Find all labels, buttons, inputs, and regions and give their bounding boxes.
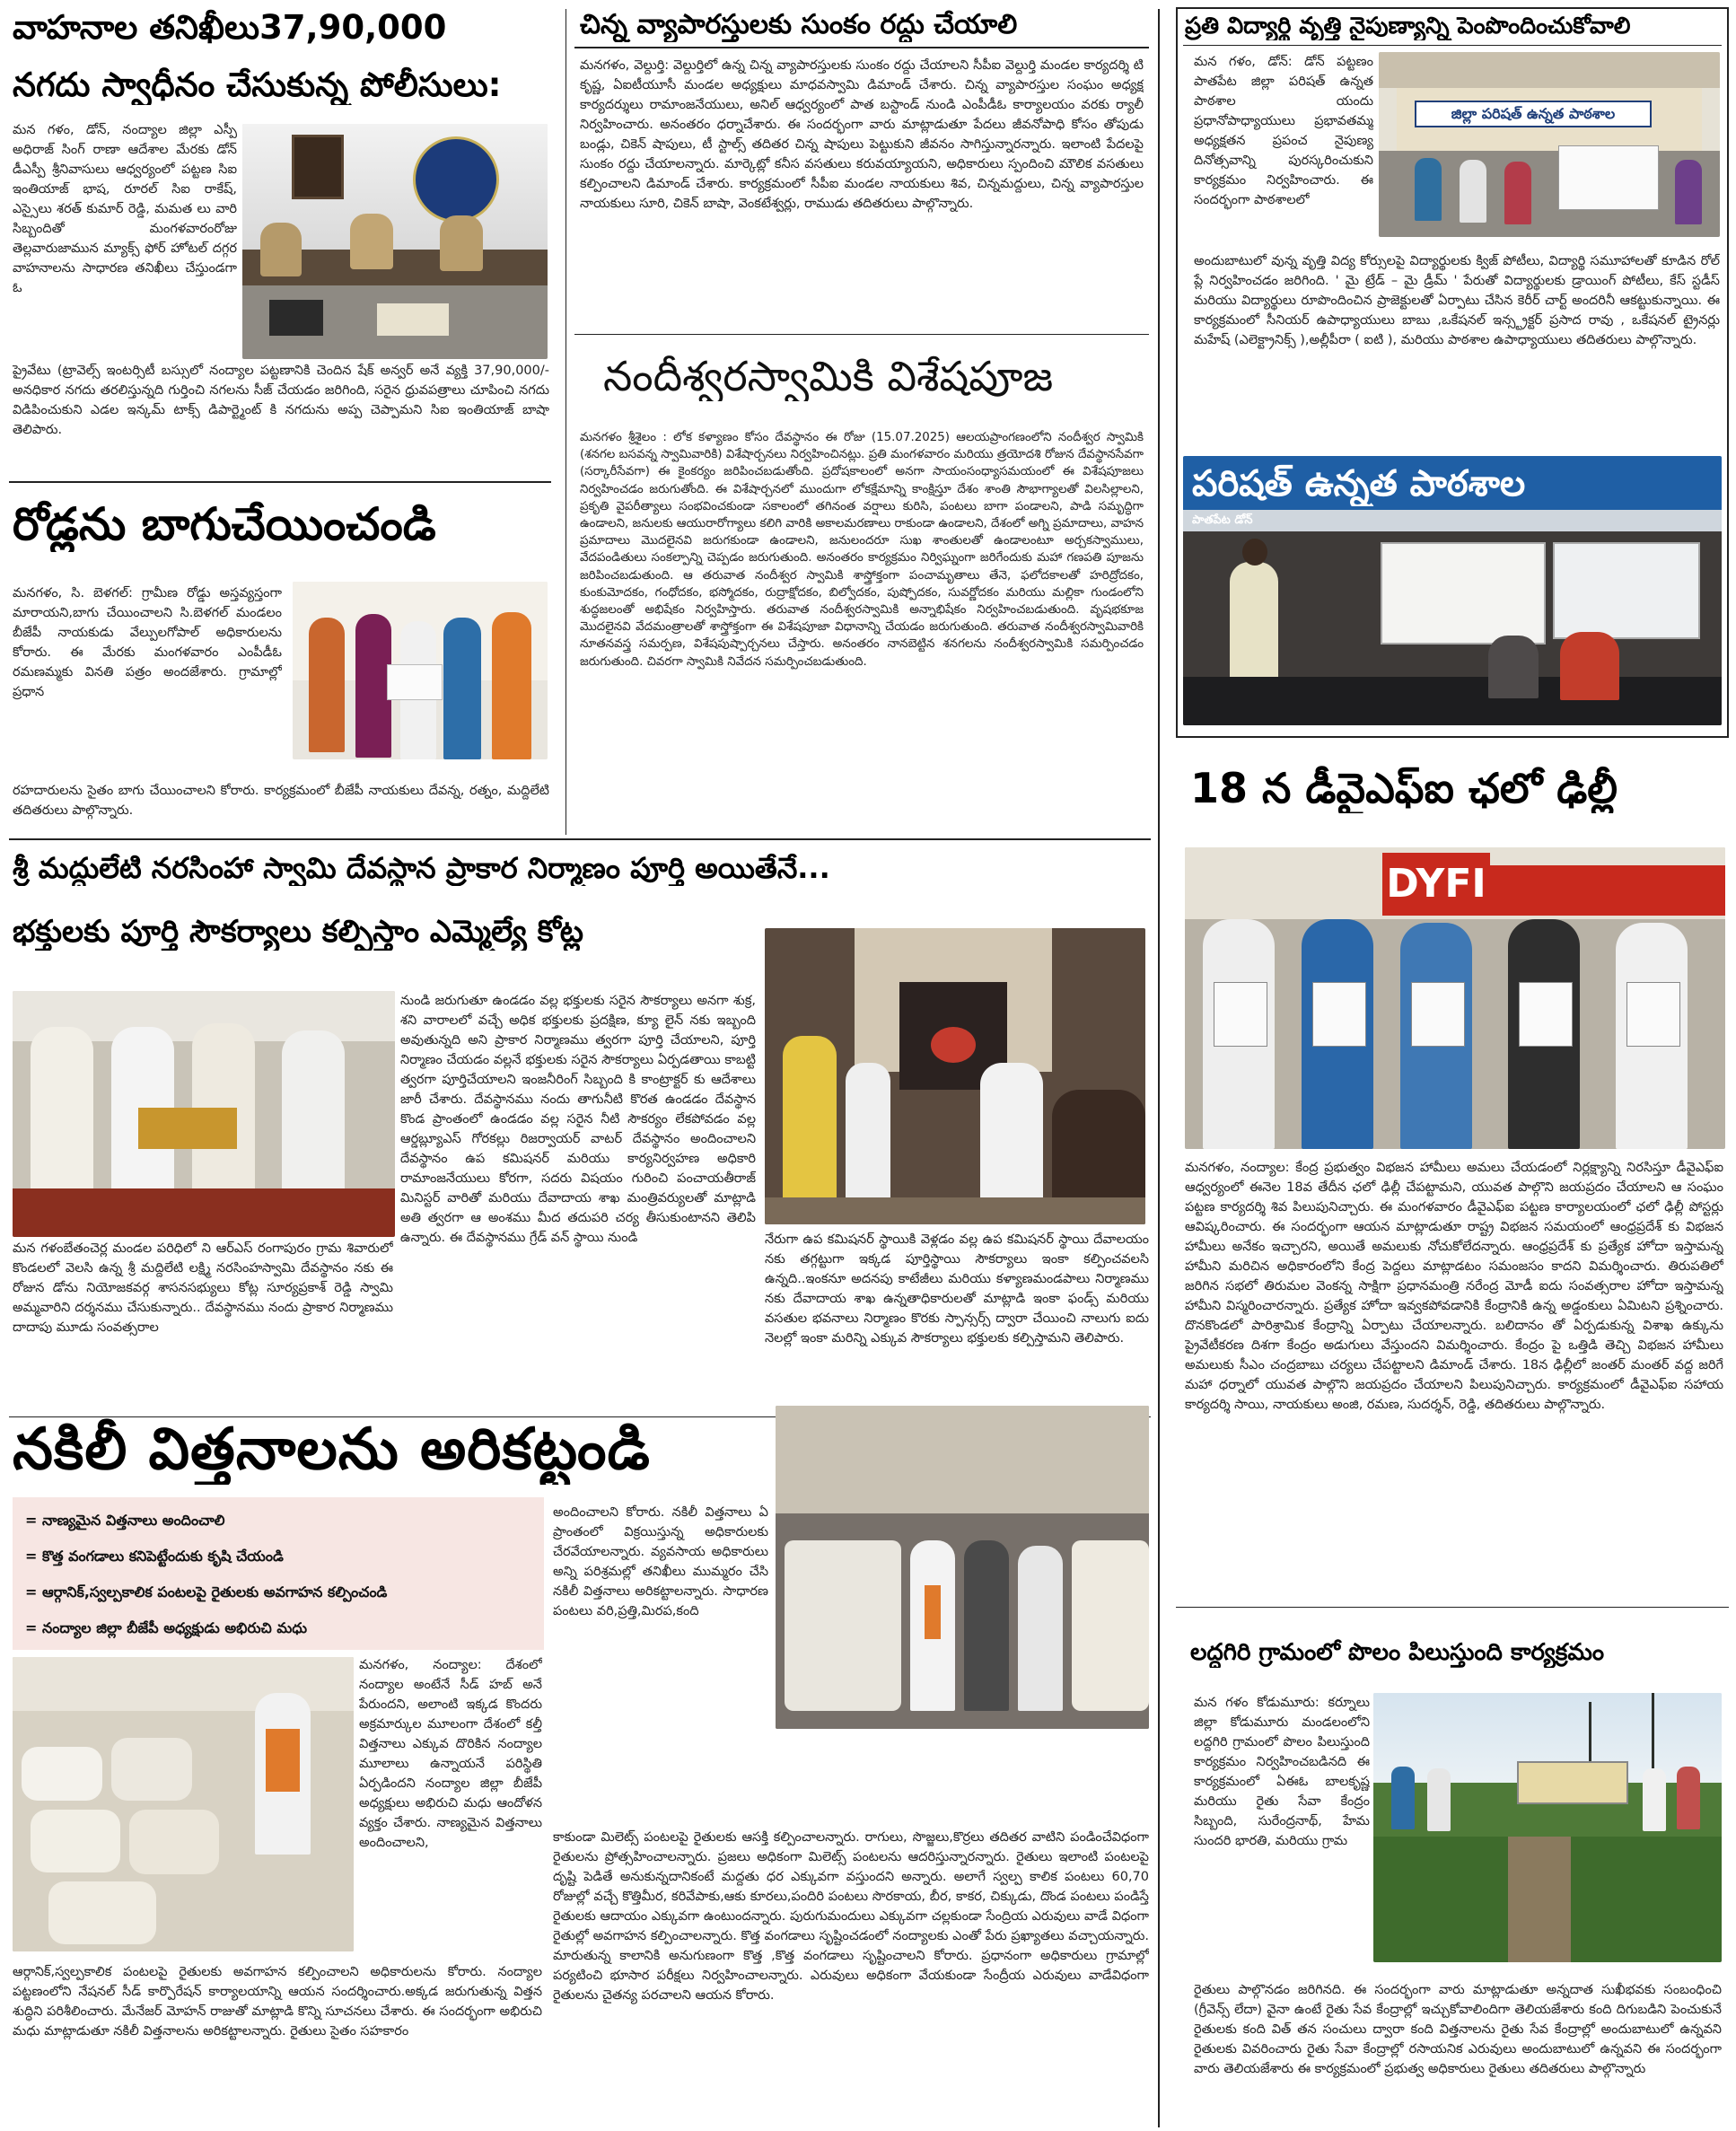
article-8-headline: నకిలీ విత్తనాలను అరికట్టండి: [13, 1416, 651, 1483]
bullet-item: = ఆర్గానిక్,స్వల్పకాలిక పంటలపై రైతులకు అవగాహన కల్పించండి: [25, 1583, 388, 1600]
article-6-headline: 18 న డీవైఎఫ్ఐ ఛలో ఢిల్లీ: [1190, 764, 1618, 812]
article-2-headline: రోడ్లను బాగుచేయించండి: [13, 498, 436, 550]
article-5-photo-school: [1379, 52, 1720, 237]
article-1-body-side: మన గళం, డోన్, నంద్యాల జిల్లా ఎస్పీ అధిరాజ్ సింగ్ రాణా ఆదేశాల మేరకు డోన్ డీఎస్పీ శ్రీనివాసులు ఆధ్వర్యంలో పట్టణ సిఐ ఇంతియాజ్ భాష, రూరల్ సిఐ రాకేష్, ఎస్సైలు శరత్ కుమార్ రెడ్డి, మమత లు వారి సిబ్బందితో మంగళవారంరోజు తెల్లవారుజామున మ్యాక్స్ ఫోర్ హోటల్ దగ్గర వాహనాలను సాధారణ తనిఖీలు చేస్తుండగా ఓ: [13, 123, 237, 295]
article-3-headline: చిన్న వ్యాపారస్తులకు సుంకం రద్దు చేయాలి: [580, 9, 1018, 40]
article-7-headline-1: శ్రీ మద్దులేటి నరసింహా స్వామి దేవస్థాన ప్రాకార నిర్మాణం పూర్తి అయితేనే...: [13, 851, 830, 885]
divider: [9, 838, 1151, 840]
article-2-body-full: రహదారులను సైతం బాగు చేయించాలని కోరారు. కార్యక్రమంలో బీజేపీ నాయకులు దేవన్న, రత్నం, మద్దిలేటి తదితరులు పాల్గొన్నారు.: [13, 784, 549, 818]
article-8-bullet-box: [13, 1497, 544, 1650]
article-4-body: మనగళం శ్రీశైలం : లోక కళ్యాణం కోసం దేవస్థానం ఈ రోజు (15.07.2025) ఆలయప్రాంగణంలోని నందీశ్వర స్వామికి (శనగల బసవన్న స్వామివారికి) విశేషార్చనలు నిర్వహించినట్లు. ప్రతి మంగళవారం మరియు త్రయోదశి రోజున దేవస్థానసేవగా (సర్కారీసేవగా) ఈ కైంకర్యం జరిపించబడుతోంది. ప్రదోషకాలంలో అనగా సాయంసంధ్యాసమయంలో ఈ విశేషపూజలు నిర్వహించడం జరుగుతోంది. ఈ విశేషార్చనలో ముందుగా లోకక్షేమాన్ని కాంక్షిస్తూ దేశం శాంతి సౌభాగ్యాలతో విలసిల్లాలని, ప్రకృతి వైపరీత్యాలు సంభవించకుండా సకాలంలో తగినంత వర్షాలు కురిసి, పంటలు బాగా పండాలని, పాడి సమృద్ధిగా ఉండాలని, జనులకు ఆయురారోగ్యాలు కలిగి వారికి అకాలమరణాలు రాకుండా ఉండాలని, దేశంలో అగ్ని ప్రమాదాలు, వాహన ప్రమాదాలు మొదలైనవి జరుగకుండా ఉండాలని, జనులందరూ సుఖ శాంతులతో ఉండాలంటూ అర్చకస్వాములు, వేదపండితులు సంకల్పాన్ని చెప్పడం జరుగుతుంది. అనంతరం కార్యక్రమం నిర్విఘ్నంగా జరిగేందుకు మహా గణపతి పూజను జరిపించబడుతుంది. ఆ తరువాత నందీశ్వర స్వామికి శాస్త్రోక్తంగా పంచామృతాలు తేనె, ఫలోదకాలతో హరిద్రోదకం, కుంకుమోదకం, గంధోదకం, భస్మోదకం, రుద్రాక్షోదకం, బిల్వోదకం, పుష్పోదకం, సువర్ణోదకం మరియు మల్లికా గుండంలోని శుద్ధజలంతో అభిషేకం నిర్వహిస్తారు. తరువాత నందీశ్వరస్వామికి అన్నాభిషేకం నిర్వహించబడుతుంది. వృషభకూజ మొదలైనవి వేదమంత్రాలతో శాస్త్రోక్తంగా ఈ విశేషపూజా విధానాన్ని చేయడం జరుగుతుంది. తరువాత నందీశ్వరస్వామివారికి నూతనవస్త్ర సమర్పణ, విశేషపుష్పార్చనలు చేస్తారు. అనంతరం నానబెట్టిన శనగలను నందీశ్వరస్వామికి సమర్పించడం జరుగుతుంది. చివరగా స్వామికి నివేదన సమర్పించబడుతుంది.: [580, 431, 1144, 669]
article-8-photo-warehouse: [776, 1406, 1149, 1729]
school-name-board: జిల్లా పరిషత్ ఉన్నత పాఠశాల: [1415, 101, 1652, 127]
headline-underline: [1183, 45, 1722, 46]
article-1-headline-2: నగదు స్వాధీనం చేసుకున్న పోలీసులు:: [13, 66, 502, 104]
article-8-body-mid-full: కాకుండా మిలెట్స్ పంటలపై రైతులకు ఆసక్తి కల్పించాలన్నారు. రాగులు, సొజ్జలు,కొర్రలు తదితర వాటిని పండించేవిధంగా రైతులను ప్రోత్సహించాలన్నారు. ప్రజలు అధికంగా మిలెట్స్ పంటలను ఆదరిస్తున్నారన్నారు. రైతులు ఇలాంటి పంటలపై దృష్టి పెడితే అనుకున్నదానికంటే మద్దతు ధర ఎక్కువగా వస్తుందని అన్నారు. అలాగే స్వల్ప కాలిక పంటలు 60,70 రోజుల్లో వచ్చే కొత్తిమీర, కరివేపాకు,ఆకు కూరలు,పందిరి పంటలు సొరకాయ, బీర, కాకర, చిక్కుడు, దొండ పంటలు పండిస్తే రైతులకు ఆదాయం ఎక్కువగా ఉంటుందన్నారు. పురుగుమందులు ఎక్కువగా చల్లకుండా సేంద్రియ ఎరువులు వాడే విధంగా రైతుల్లో అవగాహన కల్పించాలన్నారు. కొత్త వంగడాలు సృష్టించడంలో నంద్యాలకు ఎంతో పేరు ప్రఖ్యాతలు వచ్చాయన్నారు. మారుతున్న కాలానికి అనుగుణంగా కొత్త ,కొత్త వంగడాలు సృష్టించాలని కోరారు. ప్రధానంగా అధికారులు గ్రామాల్లో పర్యటించి భూసార పరీక్షలు నిర్వహించాలన్నారు. ఎరువులు అధికంగా వేయకుండా సేంద్రీయ ఎరువులు వాడేవిధంగా రైతులను చైతన్య పరచాలని ఆయన కోరారు.: [553, 1830, 1149, 2003]
article-8-body-left-full: ఆర్గానిక్,స్వల్పకాలిక పంటలపై రైతులకు అవగాహన కల్పించాలని అధికారులను కోరారు. నంద్యాల పట్టణంలోని నేషనల్ సీడ్ కార్పొరేషన్ కార్యాలయాన్ని ఆయన సందర్శించారు.అక్కడ జరుగుతున్న విత్తన శుద్ధిని పరిశీలించారు. మేనేజర్ మోహన్ రాజుతో మాట్లాడి కొన్ని సూచనలు చేశారు. ఈ సందర్భంగా అభిరుచి మధు మాట్లాడుతూ నకిలీ విత్తనాలను అరికట్టాలన్నారు. రైతులు సైతం సహకారం: [13, 1965, 542, 2039]
article-3-body: మనగళం, వెల్దుర్తి: వెల్దుర్తిలో ఉన్న చిన్న వ్యాపారస్తులకు సుంకం రద్దు చేయాలని సీపీఐ వెల్దుర్తి మండల కార్యదర్శి టి కృష్ణ, ఏఐటీయూసీ మండల అధ్యక్షులు మాధవస్వామి డిమాండ్ చేశారు. చిన్న వ్యాపారస్తుల సంఘం అధ్యక్ష కార్యదర్శులు రామాంజనేయులు, అనిల్ ఆధ్వర్యంలో పాత బస్టాండ్ నుండి ఎంపీడీఓ కార్యాలయం వరకు ర్యాలీ నిర్వహించారు. అనంతరం ధర్నాచేశారు. ఈ సందర్భంగా వారు మాట్లాడుతూ పేదలు జీవనోపాధి కోసం తోపుడు బండ్లు, చికెన్ షాపులు, టీ స్టాల్స్ తదితర చిన్న షాపులు పెట్టుకుని జీవనం సాగిస్తున్నారన్నారు. ఇలాంటి పేదలపై సుంకం రద్దు చేయాలన్నారు. మార్కెట్లో కనీస వసతులు కరువయ్యాయని, అధికారులు స్పందించి మౌలిక వసతులు కల్పించాలని డిమాండ్ చేశారు. కార్యక్రమంలో సీపీఐ మండల నాయకులు శివ, చిన్నమద్దులు, చిన్న వ్యాపారస్తుల నాయకులు సూరి, చికెన్ బాషా, వెంకటేశ్వర్లు, రాముడు తదితరులు పాల్గొన్నారు.: [580, 58, 1144, 211]
headline-underline: [574, 47, 1149, 48]
article-7-photo-offering: [13, 991, 395, 1237]
article-9-body-side: మన గళం కోడుమూరు: కర్నూలు జిల్లా కోడుమూరు మండలంలోని లద్దగిరి గ్రామంలో పొలం పిలుస్తుంది కార్యక్రమం నిర్వహించబడినది ఈ కార్యక్రమంలో ఏఈఓ బాలకృష్ణ మరియు రైతు సేవా కేంద్రం సిబ్బంది, సురేంద్రనాథ్, హేమ సుందరి భారతి, మరియు గ్రామ: [1194, 1696, 1370, 1848]
divider: [9, 481, 551, 483]
article-2-photo-petition: [293, 582, 548, 759]
column-rule-2: [1158, 9, 1160, 2127]
article-6-photo-dyfi-poster: [1185, 847, 1725, 1149]
article-9-body-full: రైతులు పాల్గొనడం జరిగినది. ఈ సందర్భంగా వారు మాట్లాడుతూ అన్నదాత సుఖీభవకు సంబంధించి (గ్రీవెన్స్ లేదా) వైనా ఉంటే రైతు సేవ కేంద్రాల్లో ఇచ్చుకోవాలిందిగా తెలియజేశారు కంది దిగుబడిని పెంచుకునే రైతులకు కంది విత్ తన సంచులు ద్వారా కంది విత్తనాలను రైతు సేవ కేంద్రాల్లో అందుబాటులో ఉన్నవని రైతులకు వివరించారు రైతు సేవా కేంద్రాల్లో రసాయనిక ఎరువులు అందుబాటులో ఉన్నవని ఈ సందర్భంగా వారు తెలియజేశారు ఈ కార్యక్రమంలో ప్రభుత్వ అధికారులు రైతులు తదితరులు పాల్గొన్నారు: [1194, 1983, 1722, 2076]
divider: [574, 334, 1149, 335]
article-4-headline: నందీశ్వరస్వామికి విశేషపూజ: [603, 352, 1054, 400]
article-9-headline: లద్దగిరి గ్రామంలో పొలం పిలుస్తుంది కార్యక్రమం: [1190, 1639, 1605, 1666]
article-7-col3: నేరుగా ఉప కమిషనర్ స్థాయికి వెళ్లడం వల్ల ఉప కమిషనర్ స్థాయి దేవాలయం నకు తగ్గట్టుగా ఇక్కడ పూర్తిస్థాయి సౌకర్యాలు ఇంకా కల్పించవలసి ఉన్నది..ఇంకనూ అదనపు కాటేజీలు మరియు కళ్యాణమండపాలు నిర్మాణము నకు దేవాదాయ శాఖ ఉన్నతాధికారులతో మాట్లాడి ఇంకా ఫండ్స్ మరియు వసతుల భవనాలు నిర్మాణం కొరకు స్పాన్సర్స్ ద్వారా చేయించి నాలుగు ఐదు నెలల్లో ఇంకా మరిన్ని ఎక్కువ సౌకర్యాలు భక్తులకు కల్పిస్తామని తెలిపారు.: [765, 1232, 1149, 1346]
divider: [1176, 1607, 1729, 1608]
article-8-photo-seed-bags: [13, 1657, 354, 1951]
article-7-col2: నుండి జరుగుతూ ఉండడం వల్ల భక్తులకు సరైన సౌకర్యాలు అనగా శుక్ర, శని వారాలలో వచ్చే అధిక భక్తులకు ప్రదక్షిణ, క్యూ లైన్ నకు ఇబ్బంది అవుతున్నది అని ప్రాకార నిర్మాణము త్వరగా పూర్తి చేయాలని, పూర్తి నిర్మాణం చేయడం వల్లనే భక్తులకు సరైన సౌకర్యాలు ఏర్పడతాయి కాబట్టి త్వరగా పూర్తిచేయాలని ఇంజనీరింగ్ సిబ్బంది కి కాంట్రాక్టర్ కు ఆదేశాలు జారీ చేశారు. దేవస్థానము నందు తాగునీటి కొరత ఉండడం దేవస్థాన కొండ ప్రాంతంలో ఉండడం వల్ల సరైన నీటి సౌకర్యం లేకపోవడం వల్ల ఆర్డబ్ల్యూఎస్ గోరకల్లు రిజర్వాయర్ వాటర్ దేవస్థానం అందించాలని దేవస్థానం ఉప కమిషనర్ మరియు కార్యనిర్వహణ అధికారి రామాంజనేయులు కోరగా, సదరు విషయం గురించి పంచాయతీరాజ్ మినిస్టర్ వారితో మరియు దేవాదాయ శాఖ మంత్రివర్యులతో మాట్లాడి అతి త్వరగా ఆ అంశము మీద తదుపరి చర్య తీసుకుంటానని తెలిపి ఉన్నారు. ఈ దేవస్థానము గ్రేడ్ వన్ స్థాయి నుండి: [400, 994, 756, 1245]
article-5-body-side: మన గళం, డోన్: డోన్ పట్టణం పాతపేట జిల్లా పరిషత్ ఉన్నత పాఠశాల యందు ప్రధానోపాధ్యాయులు ప్రభావతమ్మ అధ్యక్షతన ప్రపంచ నైపుణ్య దినోత్సవాన్ని పురస్కరించుకుని కార్యక్రమం నిర్వహించారు. ఈ సందర్భంగా పాఠశాలలో: [1194, 55, 1373, 207]
article-9-photo-field: [1373, 1693, 1722, 1962]
article-5-photo-stage: [1183, 456, 1722, 725]
school-banner-text: పరిషత్ ఉన్నత పాఠశాల: [1192, 463, 1526, 504]
article-8-body-mid-side: అందించాలని కోరారు. నకిలీ విత్తనాలు ఏ ప్రాంతంలో విక్రయిస్తున్న అధికారులకు చేరవేయాలన్నారు. వ్యవసాయ అధికారులు అన్ని పరిశ్రమల్లో తనిఖీలు ముమ్మరం చేసి నకిలీ విత్తనాలు అరికట్టాలన్నారు. సాధారణ పంటలు వరి,ప్రత్తి,మిరప,కంది: [553, 1505, 768, 1618]
article-2-body-side: మనగళం, సి. బెళగల్: గ్రామీణ రోడ్డు అస్తవ్యస్తంగా మారాయని,బాగు చేయించాలని సి.బెళగల్ మండలం బీజేపీ నాయకుడు వేల్పులగోపాల్ అధికారులను కోరారు. ఈ మేరకు మంగళవారం ఎంపీడీఓ రమణమ్మకు వినతి పత్రం అందజేశారు. గ్రామాల్లో ప్రధాన: [13, 586, 282, 699]
bullet-item: = నాణ్యమైన విత్తనాలు అందించాలి: [25, 1512, 225, 1529]
school-banner-subtext: పాతపేట డోన్: [1192, 513, 1253, 527]
article-7-photo-temple: [765, 928, 1145, 1224]
article-5-body-full: అందుబాటులో వున్న వృత్తి విద్య కోర్సులపై విద్యార్థులకు క్విజ్ పోటీలు, విద్యార్థి సమూహాలతో కూడిన రోల్ ప్లే నిర్వహించడం జరిగింది. ' మై ట్రేడ్ – మై డ్రీమ్ ' పేరుతో విద్యార్థులకు డ్రాయింగ్ పోటీలు, కేస్ స్టడీస్ మరియు విద్యార్థులు రూపొందించిన ప్రాజెక్టులతో ఏర్పాటు చేసిన కెరీర్ చార్ట్ అందరినీ ఆకట్టుకున్నాయి. ఈ కార్యక్రమంలో సీనియర్ ఉపాధ్యాయులు బాబు ,ఒకేషనల్ ఇన్స్ట్రక్టర్ ప్రసాద రావు , ఒకేషనల్ ట్రైనర్లు మహేష్ (ఎలెక్ట్రానిక్స్ ),అల్లీపీరా ( ఐటి ), మరియు పాఠశాల ఉపాధ్యాయులు తదితరులు పాల్గొన్నారు.: [1194, 254, 1720, 347]
article-1-body-full: ప్రైవేటు (ట్రావెల్స్ ఇంటర్సిటీ బస్సులో నంద్యాల పట్టణానికి చెందిన షేక్ అన్వర్ అనే వ్యక్తి 37,90,000/- అనధికార నగదు తరలిస్తున్నది గుర్తించి నగలను సీజ్ చేయడం జరిగింది, సరైన ధ్రువపత్రాలు చూపించి నగదు విడిపించుకుని ఎడల ఇన్కమ్ టాక్స్ డిపార్ట్మెంట్ కి నగదును అప్ప చెప్పామని సిఐ ఇంతియాజ్ బాషా తెలిపారు.: [13, 364, 549, 437]
article-1-photo-police-desk: [242, 124, 548, 359]
article-7-headline-2: భక్తులకు పూర్తి సౌకర్యాలు కల్పిస్తాం ఎమ్మెల్యే కోట్ల: [13, 914, 584, 950]
article-1-headline-1: వాహనాల తనిఖీలు37,90,000: [13, 8, 447, 47]
article-5-headline: ప్రతి విద్యార్థి వృత్తి నైపుణ్యాన్ని పెంపొందించుకోవాలి: [1185, 13, 1631, 39]
bullet-item: = కొత్త వంగడాలు కనిపెట్టేందుకు కృషి చేయండి: [25, 1548, 284, 1565]
article-7-col1-bottom: మన గళంబేతంచెర్ల మండల పరిధిలో ని ఆర్ఎస్ రంగాపురం గ్రామ శివారులో కొండలలో వెలసి ఉన్న శ్రీ మద్దిలేటి లక్ష్మి నరసింహస్వామి దేవస్థానం నకు ఈ రోజున డోను నియోజకవర్గ శాసనసభ్యులు కోట్ల సూర్యప్రకాశ్ రెడ్డి స్వామి అమ్మవారిని దర్శనము చేసుకున్నారు.. దేవస్థానము నందు ప్రాకార నిర్మాణము దాదాపు మూడు సంవత్సరాల: [13, 1241, 393, 1335]
article-8-body-left-side: మనగళం, నంద్యాల: దేశంలో నంద్యాల అంటేనే సీడ్ హబ్ అనే పేరుందని, అలాంటి ఇక్కడ కొందరు అక్రమార్కుల మూలంగా దేశంలో కల్తీ విత్తనాలు ఎక్కువ దొరికిన నంద్యాల మూలాలు ఉన్నాయనే పరిస్థితి ఏర్పడిందని నంద్యాల జిల్లా బీజేపీ అధ్యక్షులు అభిరుచి మధు ఆందోళన వ్యక్తం చేశారు. నాణ్యమైన విత్తనాలు అందించాలని,: [359, 1658, 542, 1850]
article-6-body: మనగళం, నంద్యాల: కేంద్ర ప్రభుత్వం విభజన హామీలు అమలు చేయడంలో నిర్లక్ష్యాన్ని నిరసిస్తూ డీవైఎఫ్ఐ ఆధ్వర్యంలో ఈనెల 18వ తేదీన ఛలో ఢిల్లీ చేపట్టామని, యువత పాల్గొని జయప్రదం చేయాలని ఆ సంఘం పట్టణ కార్యదర్శి శివ పిలుపునిచ్చారు. ఈ మంగళవారం డీవైఎఫ్ఐ పట్టణ కార్యాలయంలో ఛలో ఢిల్లీ పోస్టర్లు ఆవిష్కరించారు. ఈ సందర్భంగా ఆయన మాట్లాడుతూ రాష్ట్ర విభజన సమయంలో ఆంధ్రప్రదేశ్ కు విభజన హామీలు అనేకం ఇచ్చారని, అయితే అమలుకు నోచుకోలేదన్నారు. ఆంధ్రప్రదేశ్ కు ప్రత్యేక హోదా ఇస్తామన్న హామీని మరిచిన అధికారంలోని కేంద్ర పెద్దలు మాట్లాడటం సమంజసం కాదని విమర్శించారు. తిరుపతిలో జరిగిన సభలో తిరుమల వెంకన్న సాక్షిగా ప్రధానమంత్రి నరేంద్ర మోడీ ఐదు సంవత్సరాల హోదా ఇస్తామన్న హామీని విస్మరించారన్నారు. ప్రత్యేక హోదా ఇవ్వకపోవడానికి కేంద్రానికి ఉన్న అడ్డంకులు ఏమిటని ప్రశ్నించారు. దొనకొండలో పారిశ్రామిక కేంద్రాన్ని ఏర్పాటు చేయాలన్నారు. బలిదానం తో ఏర్పడుకున్న విశాఖ ఉక్కును ప్రైవేటీకరణ దిశగా కేంద్రం అడుగులు వేస్తుందని విమర్శించారు. కేంద్రం పై ఒత్తిడి తెచ్చి విభజన హామీలు అమలుకు సీఎం చంద్రబాబు చర్యలు చేపట్టాలని డిమాండ్ చేశారు. 18న ఢిల్లీలో జంతర్ మంతర్ వద్ద జరిగే మహా ధర్నాలో యువత పాల్గొని జయప్రదం చేయాలని పిలుపునిచ్చారు. కార్యక్రమంలో డీవైఎఫ్ఐ సహాయ కార్యదర్శి సాయి, నాయకులు అంజి, రమణ, సుదర్శన్, రెడ్డి, తదితరులు పాల్గొన్నారు.: [1185, 1161, 1723, 1412]
bullet-item: = నంద్యాల జిల్లా బీజేపీ అధ్యక్షుడు అభిరుచి మధు: [25, 1619, 308, 1636]
dyfi-banner-label: DYFI: [1382, 853, 1490, 916]
